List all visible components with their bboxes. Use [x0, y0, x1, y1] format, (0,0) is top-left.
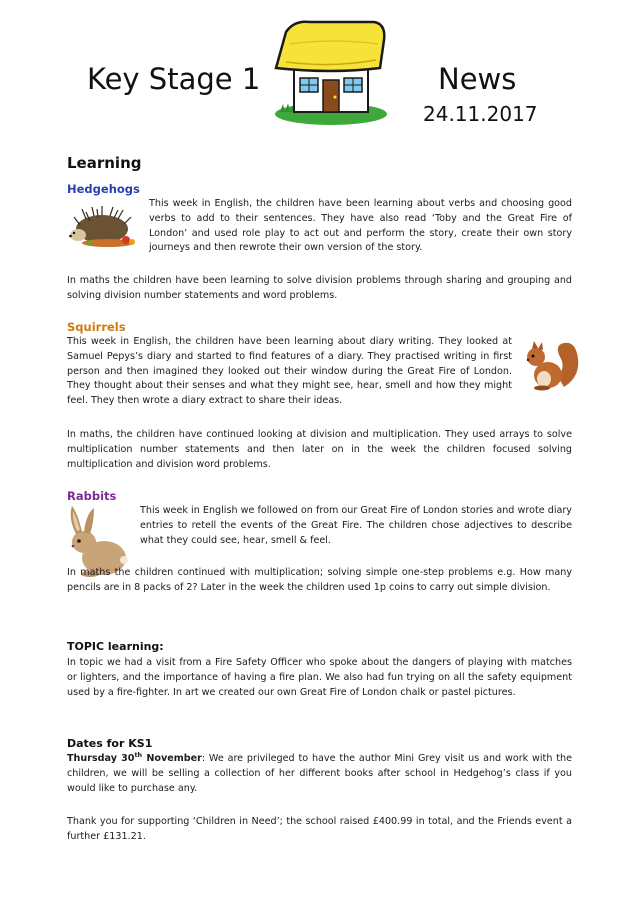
event-day-suffix: th: [134, 750, 143, 759]
rabbits-maths-text: In maths the children continued with multiplication; solving simple one-step problems e.g. How many pencils are in 8 packs of 2? Later in the week the children used 1p coins to carry out simple division.: [67, 567, 572, 593]
event-description: : We are privileged to have the author Mini Grey visit us and work with the children, we will be selling a collection of her different books after school in Hedgehog’s class if you would like to purchase any.: [67, 753, 572, 794]
topic-text: In topic we had a visit from a Fire Safety Officer who spoke about the dangers of playing with matches or lighters, and the importance of having a fire plan. We also had fun trying on all the safety equipment used by a fire-fighter. In art we created our own Great Fire of London chalk or pastel pictures.: [67, 657, 572, 698]
event-month: November: [142, 753, 202, 764]
dates-event-text: [67, 752, 572, 796]
newsletter-date: 24.11.2017: [423, 102, 538, 126]
dates-heading: Dates for KS1: [67, 737, 153, 750]
hedgehogs-heading: Hedgehogs: [67, 182, 140, 196]
page-title-right: News: [438, 62, 517, 96]
hedgehogs-maths-text: In maths the children have been learning to solve division problems through sharing and grouping and solving division number statements and word problems.: [67, 275, 572, 301]
rabbits-heading: Rabbits: [67, 489, 117, 503]
squirrel-icon: [524, 337, 580, 391]
page-title-left: Key Stage 1: [87, 62, 261, 96]
topic-heading: TOPIC learning:: [67, 640, 164, 653]
squirrels-heading: Squirrels: [67, 320, 126, 334]
learning-heading: Learning: [67, 154, 142, 172]
squirrels-english-text: This week in English, the children have been learning about diary writing. They looked at Samuel Pepys’s diary and started to find features of a diary. They practised writing in first person and then imagined they looked out their window during the Great Fire of London. They thought about their senses and what they might see, hear, smell and how they might feel. They then wrote a diary extract to share their ideas.: [67, 336, 512, 407]
house-icon: [272, 14, 390, 126]
rabbits-english-text: This week in English we followed on from our Great Fire of London stories and wrote diary entries to retell the events of the Great Fire. The children chose adjectives to describe what they could see, hear, smell & feel.: [140, 505, 572, 546]
event-day: Thursday 30: [67, 753, 135, 764]
event-date: [67, 750, 202, 764]
hedgehog-icon: [68, 205, 138, 247]
thanks-text: Thank you for supporting ‘Children in Need’; the school raised £400.99 in total, and the Friends event a further £131.21.: [67, 816, 572, 842]
hedgehogs-english-text: This week in English, the children have been learning about verbs and choosing good verbs to add to their sentences. They have also read ‘Toby and the Great Fire of London’ and used role play to act out and perform the story, create their own story journeys and then rewrote their own version of the story.: [149, 198, 572, 254]
squirrels-maths-text: In maths, the children have continued looking at division and multiplication. They used arrays to solve multiplication number statements and then later on in the week the children focused solving multiplication and division word problems.: [67, 429, 572, 470]
